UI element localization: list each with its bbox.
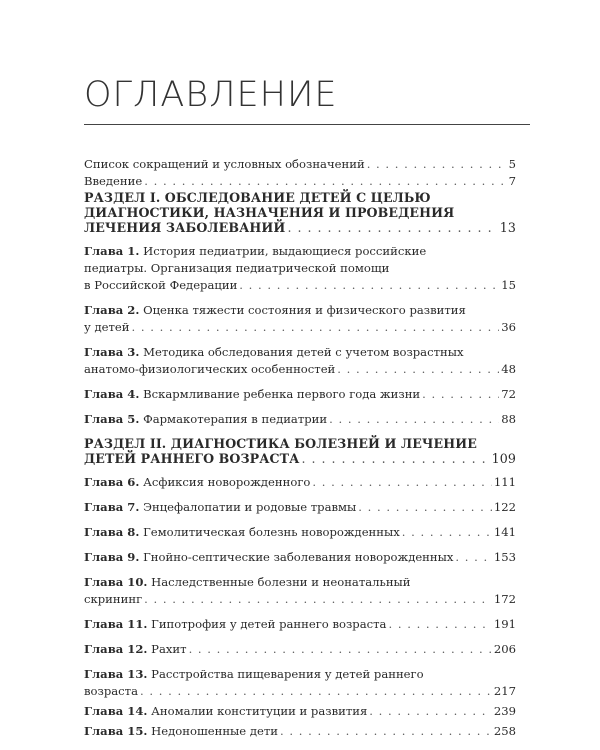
leader-dots — [144, 591, 492, 608]
toc-chapter-5[interactable] — [84, 411, 516, 428]
page-number: 111 — [493, 475, 516, 489]
toc-chapter-12[interactable] — [84, 641, 516, 658]
chapter-title-line: педиатры. Организация педиатрической помощи — [84, 261, 390, 275]
chapter-number: Глава 9. — [84, 550, 140, 564]
leader-dots — [358, 499, 492, 516]
chapter-number: Глава 7. — [84, 500, 140, 514]
chapter-number: Глава 3. — [84, 345, 140, 359]
chapter-title-line: Недоношенные дети — [151, 724, 278, 738]
title-underline — [84, 124, 530, 125]
leader-dots — [388, 616, 491, 633]
leader-dots — [455, 549, 491, 566]
chapter-title-line: в Российской Федерации — [84, 278, 238, 292]
chapter-number: Глава 10. — [84, 575, 148, 589]
chapter-title-line: Асфиксия новорожденного — [143, 475, 311, 489]
toc-chapter-14[interactable] — [84, 703, 516, 720]
toc-chapter-8[interactable] — [84, 524, 516, 541]
page-number: 7 — [508, 174, 516, 188]
toc-chapter-1[interactable] — [84, 243, 516, 294]
chapter-title-line: Оценка тяжести состояния и физического развития — [143, 303, 466, 317]
leader-dots — [367, 156, 507, 173]
table-of-contents — [84, 156, 516, 740]
chapter-title-line: Методика обследования детей с учетом возрастных — [143, 345, 464, 359]
chapter-number: Глава 2. — [84, 303, 140, 317]
section-title-line: РАЗДЕЛ II. ДИАГНОСТИКА БОЛЕЗНЕЙ И ЛЕЧЕНИЕ — [84, 436, 477, 451]
chapter-title-line: скрининг — [84, 592, 143, 606]
page-number: 15 — [501, 278, 516, 292]
chapter-title-line: История педиатрии, выдающиеся российские — [143, 244, 427, 258]
chapter-title-line: Аномалии конституции и развития — [151, 704, 368, 718]
toc-chapter-4[interactable] — [84, 386, 516, 403]
leader-dots — [402, 524, 492, 541]
chapter-title-line: Рахит — [151, 642, 187, 656]
toc-chapter-11[interactable] — [84, 616, 516, 633]
toc-section-1[interactable] — [84, 190, 516, 235]
chapter-number: Глава 5. — [84, 412, 140, 426]
page-number: 88 — [501, 412, 516, 426]
page-number: 5 — [508, 157, 516, 171]
leader-dots — [422, 386, 499, 403]
leader-dots — [369, 703, 492, 720]
page-number: 109 — [491, 451, 516, 466]
page-title: ОГЛАВЛЕНИЕ — [84, 75, 338, 115]
toc-chapter-15[interactable] — [84, 723, 516, 740]
chapter-number: Глава 15. — [84, 724, 148, 738]
toc-entry-introduction[interactable] — [84, 173, 516, 190]
page-number: 258 — [493, 724, 516, 738]
page-number: 13 — [499, 220, 516, 235]
page-number: 217 — [493, 684, 516, 698]
leader-dots — [287, 220, 497, 235]
page-number: 36 — [501, 320, 516, 334]
leader-dots — [329, 411, 499, 428]
toc-section-2[interactable] — [84, 436, 516, 466]
toc-chapter-9[interactable] — [84, 549, 516, 566]
page-number: 153 — [493, 550, 516, 564]
leader-dots — [312, 474, 491, 491]
toc-chapter-13[interactable] — [84, 666, 516, 700]
chapter-number: Глава 4. — [84, 387, 140, 401]
chapter-number: Глава 12. — [84, 642, 148, 656]
toc-chapter-3[interactable] — [84, 344, 516, 378]
chapter-number: Глава 11. — [84, 617, 148, 631]
chapter-title-line: Вскармливание ребенка первого года жизни — [143, 387, 421, 401]
leader-dots — [280, 723, 492, 740]
leader-dots — [302, 451, 490, 466]
chapter-number: Глава 8. — [84, 525, 140, 539]
chapter-title-line: возраста — [84, 684, 138, 698]
toc-chapter-7[interactable] — [84, 499, 516, 516]
toc-entry-abbreviations[interactable] — [84, 156, 516, 173]
chapter-number: Глава 1. — [84, 244, 140, 258]
chapter-title-line: Энцефалопатии и родовые травмы — [143, 500, 357, 514]
leader-dots — [189, 641, 492, 658]
leader-dots — [132, 319, 500, 336]
toc-chapter-10[interactable] — [84, 574, 516, 608]
section-title-line: РАЗДЕЛ I. ОБСЛЕДОВАНИЕ ДЕТЕЙ С ЦЕЛЬЮ — [84, 190, 431, 205]
chapter-number: Глава 6. — [84, 475, 140, 489]
leader-dots — [337, 361, 499, 378]
page-number: 239 — [493, 704, 516, 718]
chapter-title-line: Фармакотерапия в педиатрии — [143, 412, 328, 426]
entry-title: Список сокращений и условных обозначений — [84, 157, 365, 171]
chapter-title-line: Гемолитическая болезнь новорожденных — [143, 525, 400, 539]
section-title-line: ДИАГНОСТИКИ, НАЗНАЧЕНИЯ И ПРОВЕДЕНИЯ — [84, 205, 455, 220]
page-number: 141 — [493, 525, 516, 539]
page-number: 72 — [501, 387, 516, 401]
chapter-title-line: анатомо-физиологических особенностей — [84, 362, 336, 376]
toc-chapter-6[interactable] — [84, 474, 516, 491]
page-number: 48 — [501, 362, 516, 376]
chapter-title-line: Наследственные болезни и неонатальный — [151, 575, 411, 589]
section-title-line: ДЕТЕЙ РАННЕГО ВОЗРАСТА — [84, 451, 300, 466]
entry-title: Введение — [84, 174, 143, 188]
page-number: 191 — [493, 617, 516, 631]
chapter-title-line: Расстройства пищеварения у детей раннего — [151, 667, 424, 681]
page-number: 172 — [493, 592, 516, 606]
leader-dots — [144, 173, 506, 190]
chapter-number: Глава 14. — [84, 704, 148, 718]
chapter-title-line: Гнойно-септические заболевания новорожденных — [143, 550, 454, 564]
leader-dots — [239, 277, 499, 294]
page-number: 122 — [493, 500, 516, 514]
chapter-number: Глава 13. — [84, 667, 148, 681]
toc-chapter-2[interactable] — [84, 302, 516, 336]
page-number: 206 — [493, 642, 516, 656]
section-title-line: ЛЕЧЕНИЯ ЗАБОЛЕВАНИЙ — [84, 220, 286, 235]
chapter-title-line: у детей — [84, 320, 130, 334]
chapter-title-line: Гипотрофия у детей раннего возраста — [151, 617, 387, 631]
leader-dots — [140, 683, 492, 700]
